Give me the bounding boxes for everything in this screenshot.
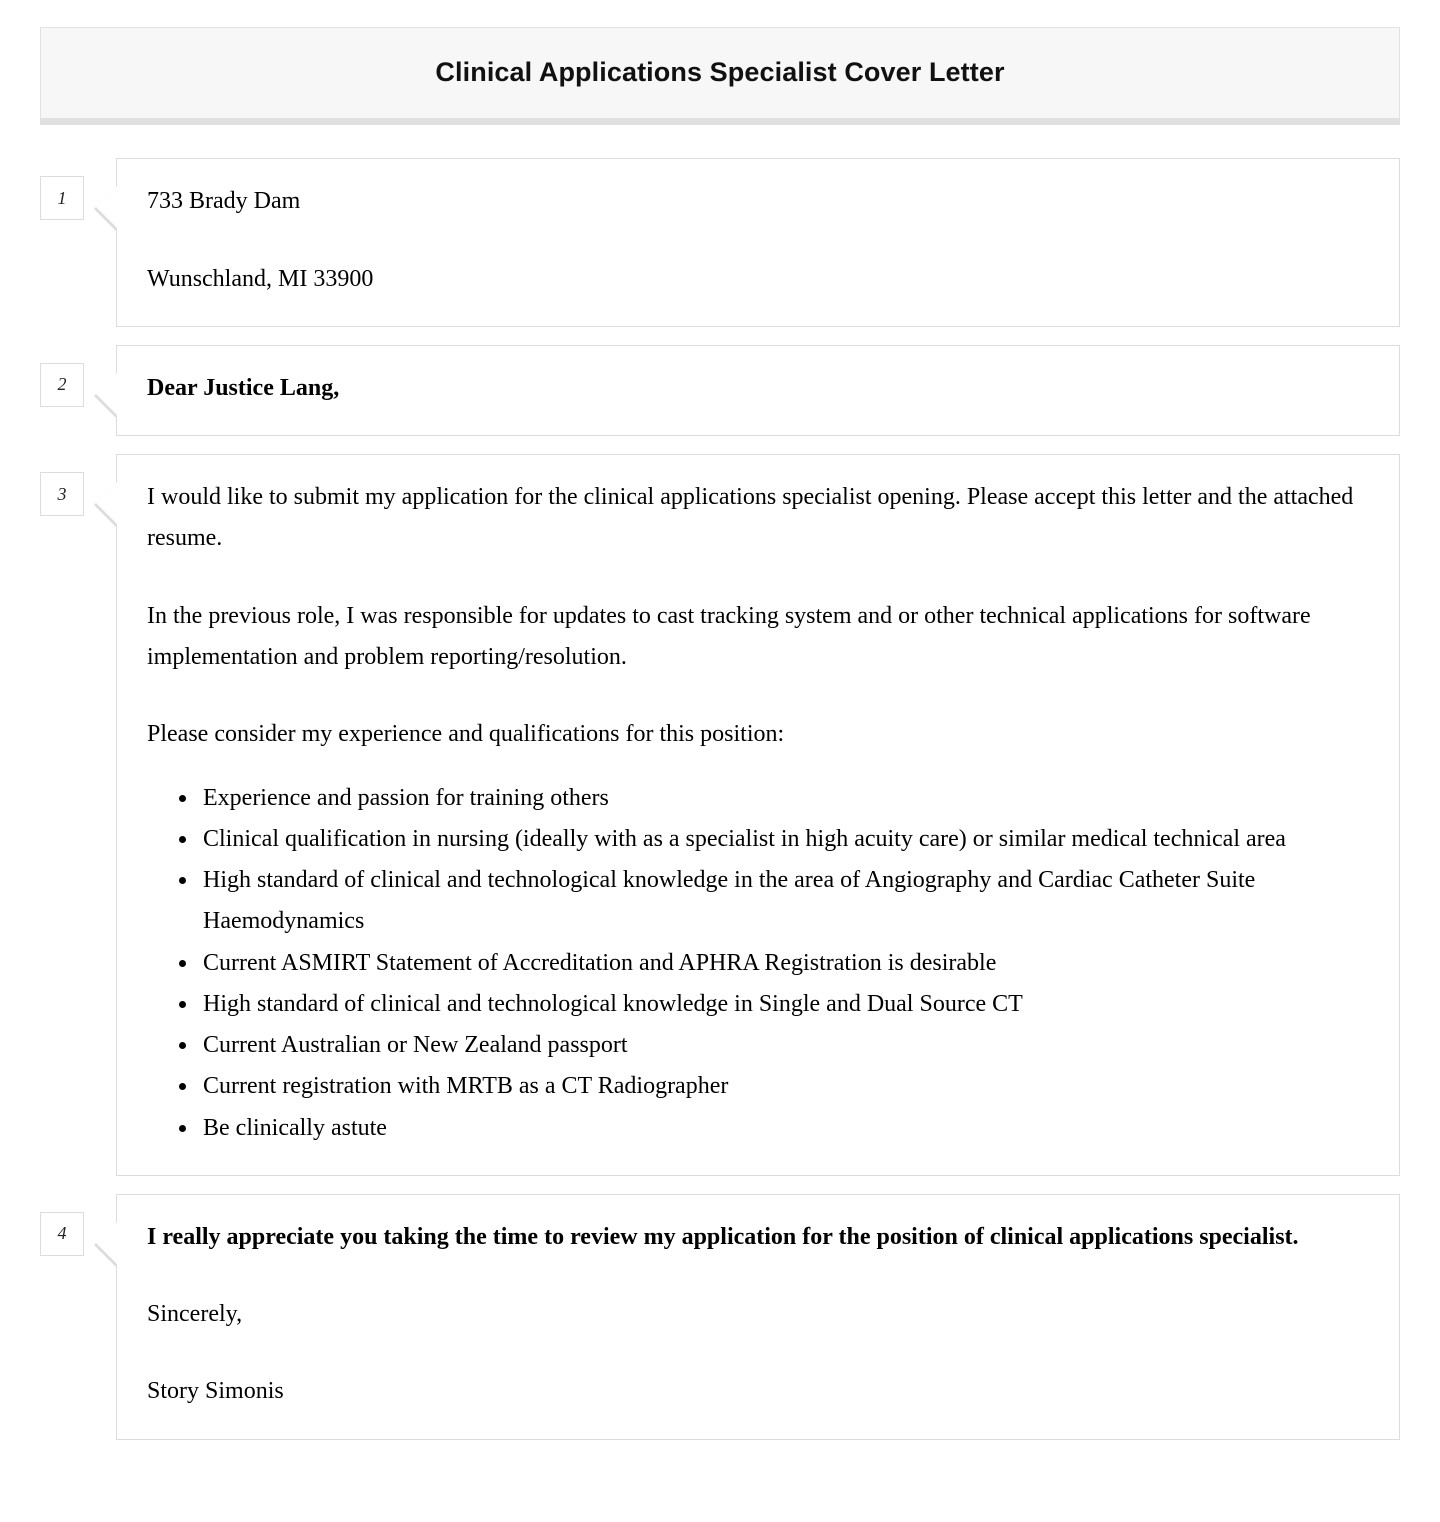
letter-block-closing: [40, 1194, 1400, 1440]
letter-blocks: [40, 158, 1400, 1439]
address-line-2: Wunschland, MI 33900: [147, 265, 374, 292]
list-item: • Current ASMIRT Statement of Accreditation and APHRA Registration is desirable: [199, 943, 1371, 984]
list-item: • Clinical qualification in nursing (ideally with as a specialist in high acuity care) or similar medical technical area: [199, 819, 1371, 860]
list-item: • High standard of clinical and technological knowledge in the area of Angiography and Cardiac Catheter Suite Haemodynamics: [199, 860, 1371, 943]
list-item: • Current Australian or New Zealand passport: [199, 1025, 1371, 1066]
letter-block-body: [40, 454, 1400, 1176]
block-number-marker-1[interactable]: 1: [40, 176, 84, 220]
salutation-block[interactable]: [116, 345, 1400, 436]
salutation-text: Dear Justice Lang,: [147, 374, 340, 401]
closing-block[interactable]: [116, 1194, 1400, 1440]
list-item: • High standard of clinical and technological knowledge in Single and Dual Source CT: [199, 984, 1371, 1025]
body-paragraph-2: In the previous role, I was responsible for updates to cast tracking system and or other technical applications for software implementation and problem reporting/resolution.: [147, 602, 1311, 670]
qualifications-list: [147, 778, 1371, 1149]
body-paragraph-1: I would like to submit my application for the clinical applications specialist opening. Please accept this letter and the attached resume.: [147, 484, 1354, 552]
cover-letter-page: [0, 27, 1440, 1522]
signoff-text: Sincerely,: [147, 1301, 243, 1328]
body-block[interactable]: [116, 454, 1400, 1176]
list-item: • Current registration with MRTB as a CT Radiographer: [199, 1066, 1371, 1107]
address-line-1: 733 Brady Dam: [147, 188, 301, 215]
closing-statement: I really appreciate you taking the time to review my application for the position of clinical applications specialist.: [147, 1223, 1299, 1250]
list-item: • Experience and passion for training others: [199, 778, 1371, 819]
body-paragraph-3: Please consider my experience and qualifications for this position:: [147, 721, 785, 748]
signature-name: Story Simonis: [147, 1378, 284, 1405]
document-header: [40, 27, 1400, 125]
page-title: Clinical Applications Specialist Cover Letter: [435, 57, 1005, 87]
block-number-marker-4[interactable]: 4: [40, 1212, 84, 1256]
block-number-marker-2[interactable]: 2: [40, 363, 84, 407]
address-block[interactable]: [116, 158, 1400, 327]
list-item: • Be clinically astute: [199, 1108, 1371, 1149]
letter-block-address: [40, 158, 1400, 327]
letter-block-salutation: [40, 345, 1400, 436]
block-number-marker-3[interactable]: 3: [40, 472, 84, 516]
